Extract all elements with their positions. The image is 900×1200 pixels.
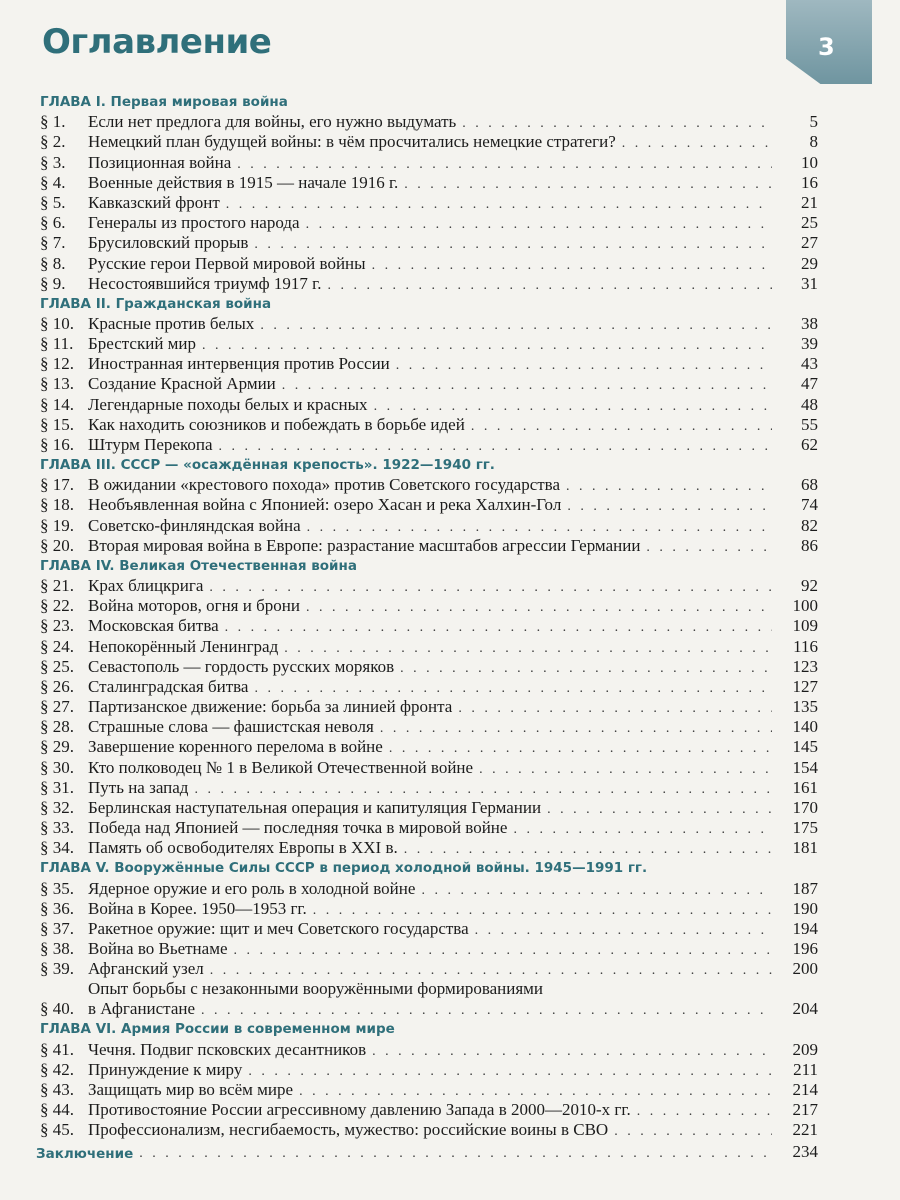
dot-leader bbox=[234, 943, 772, 959]
page-ref: 217 bbox=[792, 1100, 818, 1120]
toc-entry[interactable] bbox=[36, 112, 818, 132]
toc-entry[interactable] bbox=[36, 374, 818, 394]
section-title-continuation bbox=[88, 999, 778, 1019]
dot-leader bbox=[396, 358, 772, 374]
entry-body bbox=[88, 657, 778, 677]
toc-entry[interactable] bbox=[36, 939, 818, 959]
section-number: § 1. bbox=[40, 112, 66, 132]
toc-entry[interactable] bbox=[36, 657, 818, 677]
toc-entry[interactable] bbox=[36, 132, 818, 152]
section-title: Принуждение к миру bbox=[88, 1059, 243, 1079]
section-title: Противостояние России агрессивному давлению Запада в 2000—2010-х гг. bbox=[88, 1100, 631, 1120]
section-number: § 43. bbox=[40, 1079, 74, 1099]
entry-body bbox=[88, 677, 778, 697]
page-ref: 38 bbox=[801, 313, 818, 333]
entry-body bbox=[88, 233, 778, 253]
dot-leader bbox=[475, 923, 772, 939]
section-title: Сталинградская битва bbox=[88, 676, 249, 696]
page-ref: 47 bbox=[801, 374, 818, 394]
section-title: Русские герои Первой мировой войны bbox=[88, 253, 366, 273]
dot-leader bbox=[404, 842, 772, 858]
section-number: § 45. bbox=[40, 1120, 74, 1140]
entry-body bbox=[88, 193, 778, 213]
page-ref: 8 bbox=[809, 132, 818, 152]
section-number: § 18. bbox=[40, 495, 74, 515]
section-number: § 40. bbox=[40, 999, 74, 1019]
page-ref: 194 bbox=[792, 918, 818, 938]
section-number: § 14. bbox=[40, 394, 74, 414]
page-ref: 154 bbox=[792, 757, 818, 777]
chapter-heading[interactable]: ГЛАВА II. Гражданская война bbox=[40, 295, 272, 312]
dot-leader bbox=[210, 963, 772, 979]
toc-entry[interactable] bbox=[36, 838, 818, 858]
dot-leader bbox=[201, 1003, 772, 1019]
section-title: Красные против белых bbox=[88, 313, 255, 333]
entry-body bbox=[88, 899, 778, 919]
conclusion-label: Заключение bbox=[36, 1146, 134, 1163]
page-ref: 100 bbox=[792, 596, 818, 616]
page-ref: 5 bbox=[809, 112, 818, 132]
section-number: § 32. bbox=[40, 798, 74, 817]
page-ref: 127 bbox=[792, 676, 818, 696]
section-title: Война в Корее. 1950—1953 гг. bbox=[88, 898, 307, 918]
chapter-heading[interactable]: ГЛАВА VI. Армия России в современном мире bbox=[40, 1021, 395, 1038]
section-title: Память об освободителях Европы в XXI в. bbox=[88, 838, 398, 858]
section-number: § 3. bbox=[40, 152, 66, 172]
dot-leader bbox=[248, 1064, 772, 1080]
page-ref: 221 bbox=[792, 1120, 818, 1140]
section-title: Кавказский фронт bbox=[88, 192, 220, 212]
toc-entry[interactable] bbox=[36, 233, 818, 253]
entry-body bbox=[88, 798, 778, 818]
section-number: § 4. bbox=[40, 172, 66, 192]
dot-leader bbox=[622, 136, 772, 152]
page-ref: 25 bbox=[801, 213, 818, 233]
section-title: Генералы из простого народа bbox=[88, 213, 300, 233]
page-ref: 204 bbox=[792, 999, 818, 1019]
section-number: § 22. bbox=[40, 596, 74, 616]
page-ref: 62 bbox=[801, 435, 818, 454]
page-ref: 170 bbox=[792, 798, 818, 817]
section-title: Как находить союзников и побеждать в борьбе идей bbox=[88, 414, 465, 434]
dot-leader bbox=[646, 540, 772, 556]
section-number: § 15. bbox=[40, 414, 74, 434]
section-title: Победа над Японией — последняя точка в мировой войне bbox=[88, 818, 508, 838]
section-title: Необъявленная война с Японией: озеро Хасан и река Халхин-Гол bbox=[88, 495, 562, 515]
entry-body bbox=[88, 778, 778, 798]
section-title: Непокорённый Ленинград bbox=[88, 636, 279, 656]
dot-leader bbox=[380, 721, 772, 737]
dot-leader bbox=[547, 802, 772, 818]
page-header bbox=[0, 0, 900, 92]
section-number: § 28. bbox=[40, 717, 74, 737]
section-title: Кто полководец № 1 в Великой Отечественной войне bbox=[88, 757, 474, 777]
page-ref: 211 bbox=[793, 1059, 818, 1079]
page-ref: 29 bbox=[801, 253, 818, 273]
dot-leader bbox=[254, 681, 772, 697]
dot-leader bbox=[284, 641, 772, 657]
dot-leader bbox=[327, 278, 772, 294]
section-number: § 38. bbox=[40, 939, 74, 959]
section-number: § 16. bbox=[40, 435, 74, 454]
dot-leader bbox=[194, 782, 772, 798]
toc-entry[interactable] bbox=[36, 334, 818, 354]
chapter-heading[interactable]: ГЛАВА I. Первая мировая война bbox=[40, 94, 288, 110]
section-title: Севастополь — гордость русских моряков bbox=[88, 656, 395, 676]
dot-leader bbox=[282, 378, 772, 394]
toc-entry[interactable] bbox=[36, 495, 818, 515]
entry-body bbox=[88, 112, 778, 132]
section-number: § 39. bbox=[40, 959, 74, 979]
dot-leader bbox=[307, 520, 772, 536]
entry-body bbox=[88, 717, 778, 737]
entry-body bbox=[88, 939, 778, 959]
section-number: § 6. bbox=[40, 213, 66, 233]
chapter-heading[interactable]: ГЛАВА IV. Великая Отечественная война bbox=[40, 557, 357, 574]
section-title: Берлинская наступательная операция и капитуляция Германии bbox=[88, 798, 542, 817]
page-ref: 140 bbox=[792, 717, 818, 737]
section-title: Война во Вьетнаме bbox=[88, 939, 228, 959]
entry-body bbox=[88, 637, 778, 657]
dot-leader bbox=[389, 741, 772, 757]
toc-entry[interactable] bbox=[36, 757, 818, 777]
chapter-heading[interactable]: ГЛАВА III. СССР — «осаждённая крепость». 1922—1940 гг. bbox=[40, 457, 495, 473]
dot-leader bbox=[260, 318, 772, 334]
section-title: Чечня. Подвиг псковских десантников bbox=[88, 1039, 367, 1059]
section-title: Страшные слова — фашистская неволя bbox=[88, 717, 374, 737]
section-number: § 25. bbox=[40, 656, 74, 676]
entry-body bbox=[88, 979, 778, 1019]
page-ref: 175 bbox=[792, 818, 818, 838]
page-ref: 10 bbox=[801, 152, 818, 172]
section-title: Военные действия в 1915 — начале 1916 г. bbox=[88, 172, 399, 192]
section-number: § 11. bbox=[40, 334, 74, 354]
toc-entry[interactable] bbox=[36, 636, 818, 656]
dot-leader bbox=[372, 258, 772, 274]
section-title: Советско-финляндская война bbox=[88, 515, 301, 535]
section-title: Ракетное оружие: щит и меч Советского государства bbox=[88, 918, 469, 938]
conclusion-entry[interactable] bbox=[36, 1140, 818, 1162]
page-ref: 187 bbox=[792, 878, 818, 898]
section-number: § 13. bbox=[40, 374, 74, 394]
section-number: § 8. bbox=[40, 253, 66, 273]
section-number: § 23. bbox=[40, 616, 74, 636]
toc-entry[interactable] bbox=[36, 213, 818, 233]
toc-entry[interactable] bbox=[36, 536, 818, 556]
toc-entry[interactable] bbox=[36, 798, 818, 818]
toc-entry[interactable] bbox=[36, 1120, 818, 1140]
page-ref: 200 bbox=[792, 959, 818, 979]
dot-leader bbox=[219, 439, 772, 455]
page-ref: 181 bbox=[792, 838, 818, 858]
page-ref: 209 bbox=[792, 1039, 818, 1059]
entry-body bbox=[88, 213, 778, 233]
entry-body bbox=[88, 475, 778, 495]
toc-entry[interactable] bbox=[36, 717, 818, 737]
toc-entry[interactable] bbox=[36, 919, 818, 939]
entry-body bbox=[88, 758, 778, 778]
entry-body bbox=[88, 435, 778, 455]
section-number: § 34. bbox=[40, 838, 74, 858]
toc-entry[interactable] bbox=[36, 616, 818, 636]
section-title: Если нет предлога для войны, его нужно выдумать bbox=[88, 112, 457, 132]
toc-entry[interactable] bbox=[36, 173, 818, 193]
section-number: § 20. bbox=[40, 535, 74, 555]
toc-entry[interactable] bbox=[36, 253, 818, 273]
dot-leader bbox=[306, 600, 772, 616]
page-ref: 21 bbox=[801, 192, 818, 212]
entry-body bbox=[88, 1080, 778, 1100]
dot-leader bbox=[209, 580, 772, 596]
section-number: § 26. bbox=[40, 676, 74, 696]
entry-body bbox=[88, 516, 778, 536]
section-title: Партизанское движение: борьба за линией фронта bbox=[88, 697, 453, 717]
entry-body bbox=[88, 616, 778, 636]
section-number: § 29. bbox=[40, 737, 74, 757]
toc-entry[interactable] bbox=[36, 899, 818, 919]
section-number: § 21. bbox=[40, 575, 74, 595]
entry-body bbox=[88, 495, 778, 515]
table-of-contents bbox=[36, 92, 818, 1162]
dot-leader bbox=[139, 1146, 772, 1162]
toc-entry[interactable] bbox=[36, 778, 818, 798]
entry-body bbox=[88, 596, 778, 616]
dot-leader bbox=[404, 177, 772, 193]
section-title: Путь на запад bbox=[88, 777, 189, 797]
section-number: § 12. bbox=[40, 354, 74, 374]
section-number: § 41. bbox=[40, 1039, 74, 1059]
section-title: в Афганистане bbox=[88, 999, 196, 1019]
toc-entry[interactable] bbox=[36, 475, 818, 495]
entry-body bbox=[88, 395, 778, 415]
dot-leader bbox=[566, 479, 772, 495]
section-number: § 2. bbox=[40, 132, 66, 152]
page-ref: 161 bbox=[792, 777, 818, 797]
entry-body bbox=[88, 697, 778, 717]
page-ref: 31 bbox=[801, 273, 818, 293]
toc-entry[interactable] bbox=[36, 878, 818, 898]
entry-body bbox=[88, 818, 778, 838]
page-ref: 74 bbox=[801, 495, 818, 515]
section-title: Крах блицкрига bbox=[88, 575, 204, 595]
entry-body bbox=[88, 314, 778, 334]
section-title: Создание Красной Армии bbox=[88, 374, 276, 394]
page-ref: 27 bbox=[801, 233, 818, 253]
page-ref: 16 bbox=[801, 172, 818, 192]
dot-leader bbox=[458, 701, 772, 717]
page-ref: 145 bbox=[792, 737, 818, 757]
toc-entry[interactable] bbox=[36, 354, 818, 374]
page-number: 3 bbox=[818, 33, 835, 61]
toc-entry[interactable] bbox=[36, 193, 818, 213]
entry-body bbox=[88, 536, 778, 556]
toc-entry[interactable] bbox=[36, 697, 818, 717]
entry-body bbox=[88, 1040, 778, 1060]
chapter-heading[interactable]: ГЛАВА V. Вооружённые Силы СССР в период холодной войны. 1945—1991 гг. bbox=[40, 860, 648, 877]
section-title: Позиционная война bbox=[88, 152, 232, 172]
section-title: Штурм Перекопа bbox=[88, 435, 213, 454]
section-title: Брестский мир bbox=[88, 334, 197, 354]
section-title: Афганский узел bbox=[88, 959, 204, 979]
page-title: Оглавление bbox=[42, 22, 272, 62]
entry-body bbox=[88, 132, 778, 152]
section-number: § 30. bbox=[40, 757, 74, 777]
section-number: § 10. bbox=[40, 313, 74, 333]
dot-leader bbox=[225, 620, 772, 636]
entry-body bbox=[88, 254, 778, 274]
entry-body bbox=[88, 274, 778, 294]
dot-leader bbox=[372, 1044, 772, 1060]
page-ref: 55 bbox=[801, 414, 818, 434]
page-ref: 86 bbox=[801, 535, 818, 555]
entry-body bbox=[88, 173, 778, 193]
section-title: Брусиловский прорыв bbox=[88, 233, 249, 253]
toc-entry[interactable] bbox=[36, 677, 818, 697]
entry-body bbox=[88, 415, 778, 435]
dot-leader bbox=[226, 197, 772, 213]
section-title: Московская битва bbox=[88, 616, 219, 636]
toc-entry[interactable] bbox=[36, 818, 818, 838]
entry-body bbox=[88, 959, 778, 979]
dot-leader bbox=[374, 399, 772, 415]
page-ref: 68 bbox=[801, 475, 818, 495]
toc-entry[interactable] bbox=[36, 394, 818, 414]
dot-leader bbox=[202, 338, 772, 354]
section-title: Легендарные походы белых и красных bbox=[88, 394, 368, 414]
section-number: § 37. bbox=[40, 918, 74, 938]
entry-body bbox=[88, 1120, 778, 1140]
section-number: § 17. bbox=[40, 475, 74, 495]
section-title: Ядерное оружие и его роль в холодной войне bbox=[88, 878, 416, 898]
dot-leader bbox=[513, 822, 772, 838]
dot-leader bbox=[400, 661, 772, 677]
toc-entry[interactable] bbox=[36, 435, 818, 455]
page-ref: 43 bbox=[801, 354, 818, 374]
dot-leader bbox=[567, 499, 772, 515]
dot-leader bbox=[299, 1084, 772, 1100]
entry-body bbox=[88, 576, 778, 596]
dot-leader bbox=[471, 419, 772, 435]
toc-entry[interactable] bbox=[36, 737, 818, 757]
toc-entry[interactable] bbox=[36, 274, 818, 294]
dot-leader bbox=[421, 883, 772, 899]
toc-entry[interactable] bbox=[36, 1080, 818, 1100]
entry-body bbox=[88, 1060, 778, 1080]
dot-leader bbox=[614, 1124, 772, 1140]
entry-body bbox=[88, 919, 778, 939]
toc-entry[interactable] bbox=[36, 1039, 818, 1059]
section-number: § 24. bbox=[40, 636, 74, 656]
entry-body bbox=[88, 374, 778, 394]
page-ref: 82 bbox=[801, 515, 818, 535]
page-ref: 214 bbox=[792, 1079, 818, 1099]
entry-body bbox=[88, 1100, 778, 1120]
entry-body bbox=[88, 354, 778, 374]
dot-leader bbox=[306, 217, 772, 233]
section-title: Иностранная интервенция против России bbox=[88, 354, 390, 374]
dot-leader bbox=[313, 903, 772, 919]
entry-body bbox=[88, 838, 778, 858]
dot-leader bbox=[462, 116, 772, 132]
toc-entry[interactable] bbox=[36, 1060, 818, 1080]
section-title: Профессионализм, несгибаемость, мужество: российские воины в СВО bbox=[88, 1120, 609, 1140]
section-title: В ожидании «крестового похода» против Советского государства bbox=[88, 475, 561, 495]
section-number: § 33. bbox=[40, 818, 74, 838]
entry-body bbox=[88, 334, 778, 354]
page-ref: 92 bbox=[801, 575, 818, 595]
dot-leader bbox=[254, 237, 772, 253]
toc-entry[interactable] bbox=[36, 515, 818, 535]
section-title: Война моторов, огня и брони bbox=[88, 596, 300, 616]
dot-leader bbox=[237, 157, 772, 173]
section-title: Опыт борьбы с незаконными вооружёнными формированиями bbox=[88, 979, 544, 999]
section-title: Немецкий план будущей войны: в чём просчитались немецкие стратеги? bbox=[88, 132, 616, 152]
section-number: § 36. bbox=[40, 898, 74, 918]
section-number: § 7. bbox=[40, 233, 66, 253]
dot-leader bbox=[479, 762, 772, 778]
section-title: Защищать мир во всём мире bbox=[88, 1079, 294, 1099]
toc-entry[interactable] bbox=[36, 576, 818, 596]
entry-body bbox=[88, 153, 778, 173]
dot-leader bbox=[637, 1104, 772, 1120]
page-ref: 234 bbox=[792, 1142, 818, 1162]
section-number: § 31. bbox=[40, 777, 74, 797]
page-ref: 116 bbox=[793, 636, 818, 656]
page-ref: 190 bbox=[792, 898, 818, 918]
page-ref: 109 bbox=[792, 616, 818, 636]
section-title: Несостоявшийся триумф 1917 г. bbox=[88, 273, 322, 293]
section-title: Вторая мировая война в Европе: разрастание масштабов агрессии Германии bbox=[88, 535, 641, 555]
page-ref: 39 bbox=[801, 334, 818, 354]
entry-body bbox=[88, 737, 778, 757]
page-ref: 123 bbox=[792, 656, 818, 676]
section-number: § 35. bbox=[40, 878, 74, 898]
section-number: § 19. bbox=[40, 515, 74, 535]
toc-entry[interactable] bbox=[36, 314, 818, 334]
section-number: § 44. bbox=[40, 1100, 74, 1120]
page-ref: 48 bbox=[801, 394, 818, 414]
section-title: Завершение коренного перелома в войне bbox=[88, 737, 383, 757]
page-ref: 135 bbox=[792, 697, 818, 717]
section-number: § 5. bbox=[40, 192, 66, 212]
page-ref: 196 bbox=[792, 939, 818, 959]
toc-entry[interactable] bbox=[36, 1100, 818, 1120]
toc-entry[interactable] bbox=[36, 152, 818, 172]
toc-entry[interactable] bbox=[36, 979, 818, 1019]
section-number: § 9. bbox=[40, 273, 66, 293]
toc-entry[interactable] bbox=[36, 415, 818, 435]
section-number: § 42. bbox=[40, 1059, 74, 1079]
toc-entry[interactable] bbox=[36, 596, 818, 616]
entry-body bbox=[88, 879, 778, 899]
section-number: § 27. bbox=[40, 697, 74, 717]
toc-entry[interactable] bbox=[36, 959, 818, 979]
